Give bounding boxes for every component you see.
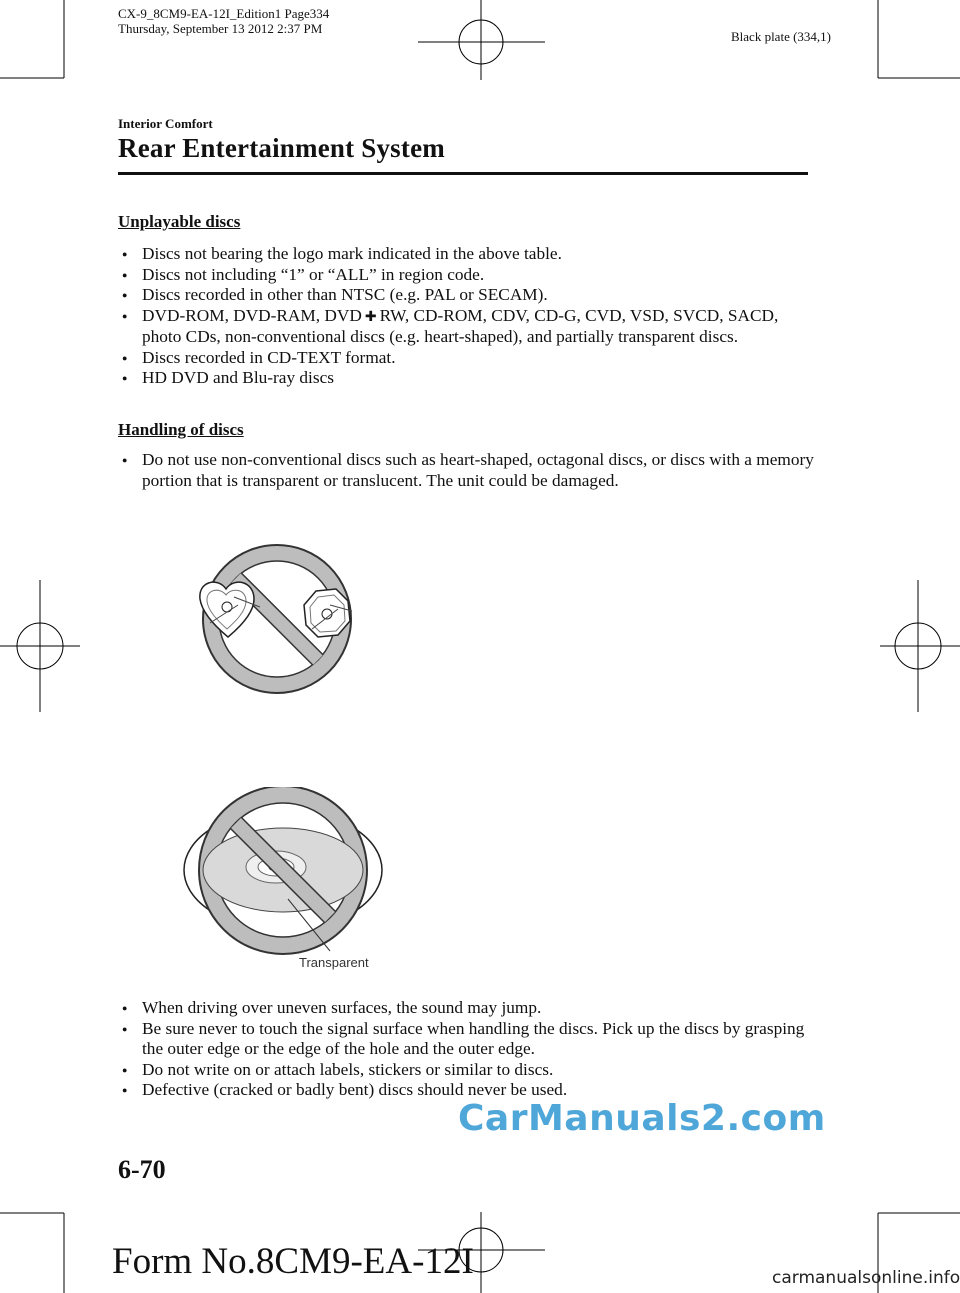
plate-label: Black plate (334,1) — [731, 29, 831, 44]
watermark: CarManuals2.com — [458, 1098, 826, 1139]
list-item: ● Do not use non-conventional discs such as heart-shaped, octagonal discs, or discs with a memory portion that is transparent or translucent. The unit could be damaged. — [120, 450, 820, 491]
list-item — [120, 306, 820, 348]
list-item: ● Do not write on or attach labels, stickers or similar to discs. — [120, 1060, 820, 1081]
list-item: ● Discs not bearing the logo mark indicated in the above table. — [120, 244, 820, 265]
list-item: ● Discs recorded in CD-TEXT format. — [120, 348, 820, 369]
plus-icon: ✚ — [364, 308, 377, 325]
handling-more-list — [120, 998, 820, 1101]
list-item: ● Discs not including “1” or “ALL” in region code. — [120, 265, 820, 286]
handling-list — [120, 450, 820, 491]
odd-shape-discs-prohibited-figure — [190, 537, 380, 707]
print-header — [118, 6, 329, 36]
unplayable-heading: Unplayable discs — [118, 212, 241, 231]
footer-url[interactable]: carmanualsonline.info — [772, 1268, 960, 1288]
list-item: ● When driving over uneven surfaces, the sound may jump. — [120, 998, 820, 1019]
dvd-prefix: DVD-ROM, DVD-RAM, DVD — [142, 305, 362, 325]
page-number: 6-70 — [118, 1155, 166, 1184]
form-number: Form No.8CM9-EA-12I — [112, 1241, 474, 1282]
list-item: ● HD DVD and Blu-ray discs — [120, 368, 820, 389]
figure-caption: Transparent — [299, 955, 369, 970]
section-label: Interior Comfort — [118, 116, 213, 131]
list-item: ● Discs recorded in other than NTSC (e.g. PAL or SECAM). — [120, 285, 820, 306]
list-item: ● Defective (cracked or badly bent) discs should never be used. — [120, 1080, 820, 1101]
title-rule — [118, 172, 808, 175]
date-line: Thursday, September 13 2012 2:37 PM — [118, 21, 323, 36]
file-line: CX-9_8CM9-EA-12I_Edition1 Page334 — [118, 6, 330, 21]
list-item: ● Be sure never to touch the signal surface when handling the discs. Pick up the discs by grasping the outer edge or the edge of the hole and the outer edge. — [120, 1019, 820, 1060]
transparent-disc-prohibited-figure — [180, 787, 390, 977]
unplayable-list — [120, 244, 820, 389]
handling-heading: Handling of discs — [118, 420, 244, 439]
page-title: Rear Entertainment System — [118, 133, 445, 163]
dvd-rest: RW, CD-ROM, CDV, CD-G, CVD, VSD, SVCD, SACD, photo CDs, non-conventional discs (e.g. heart-shaped), and partially transparent discs. — [142, 305, 779, 346]
